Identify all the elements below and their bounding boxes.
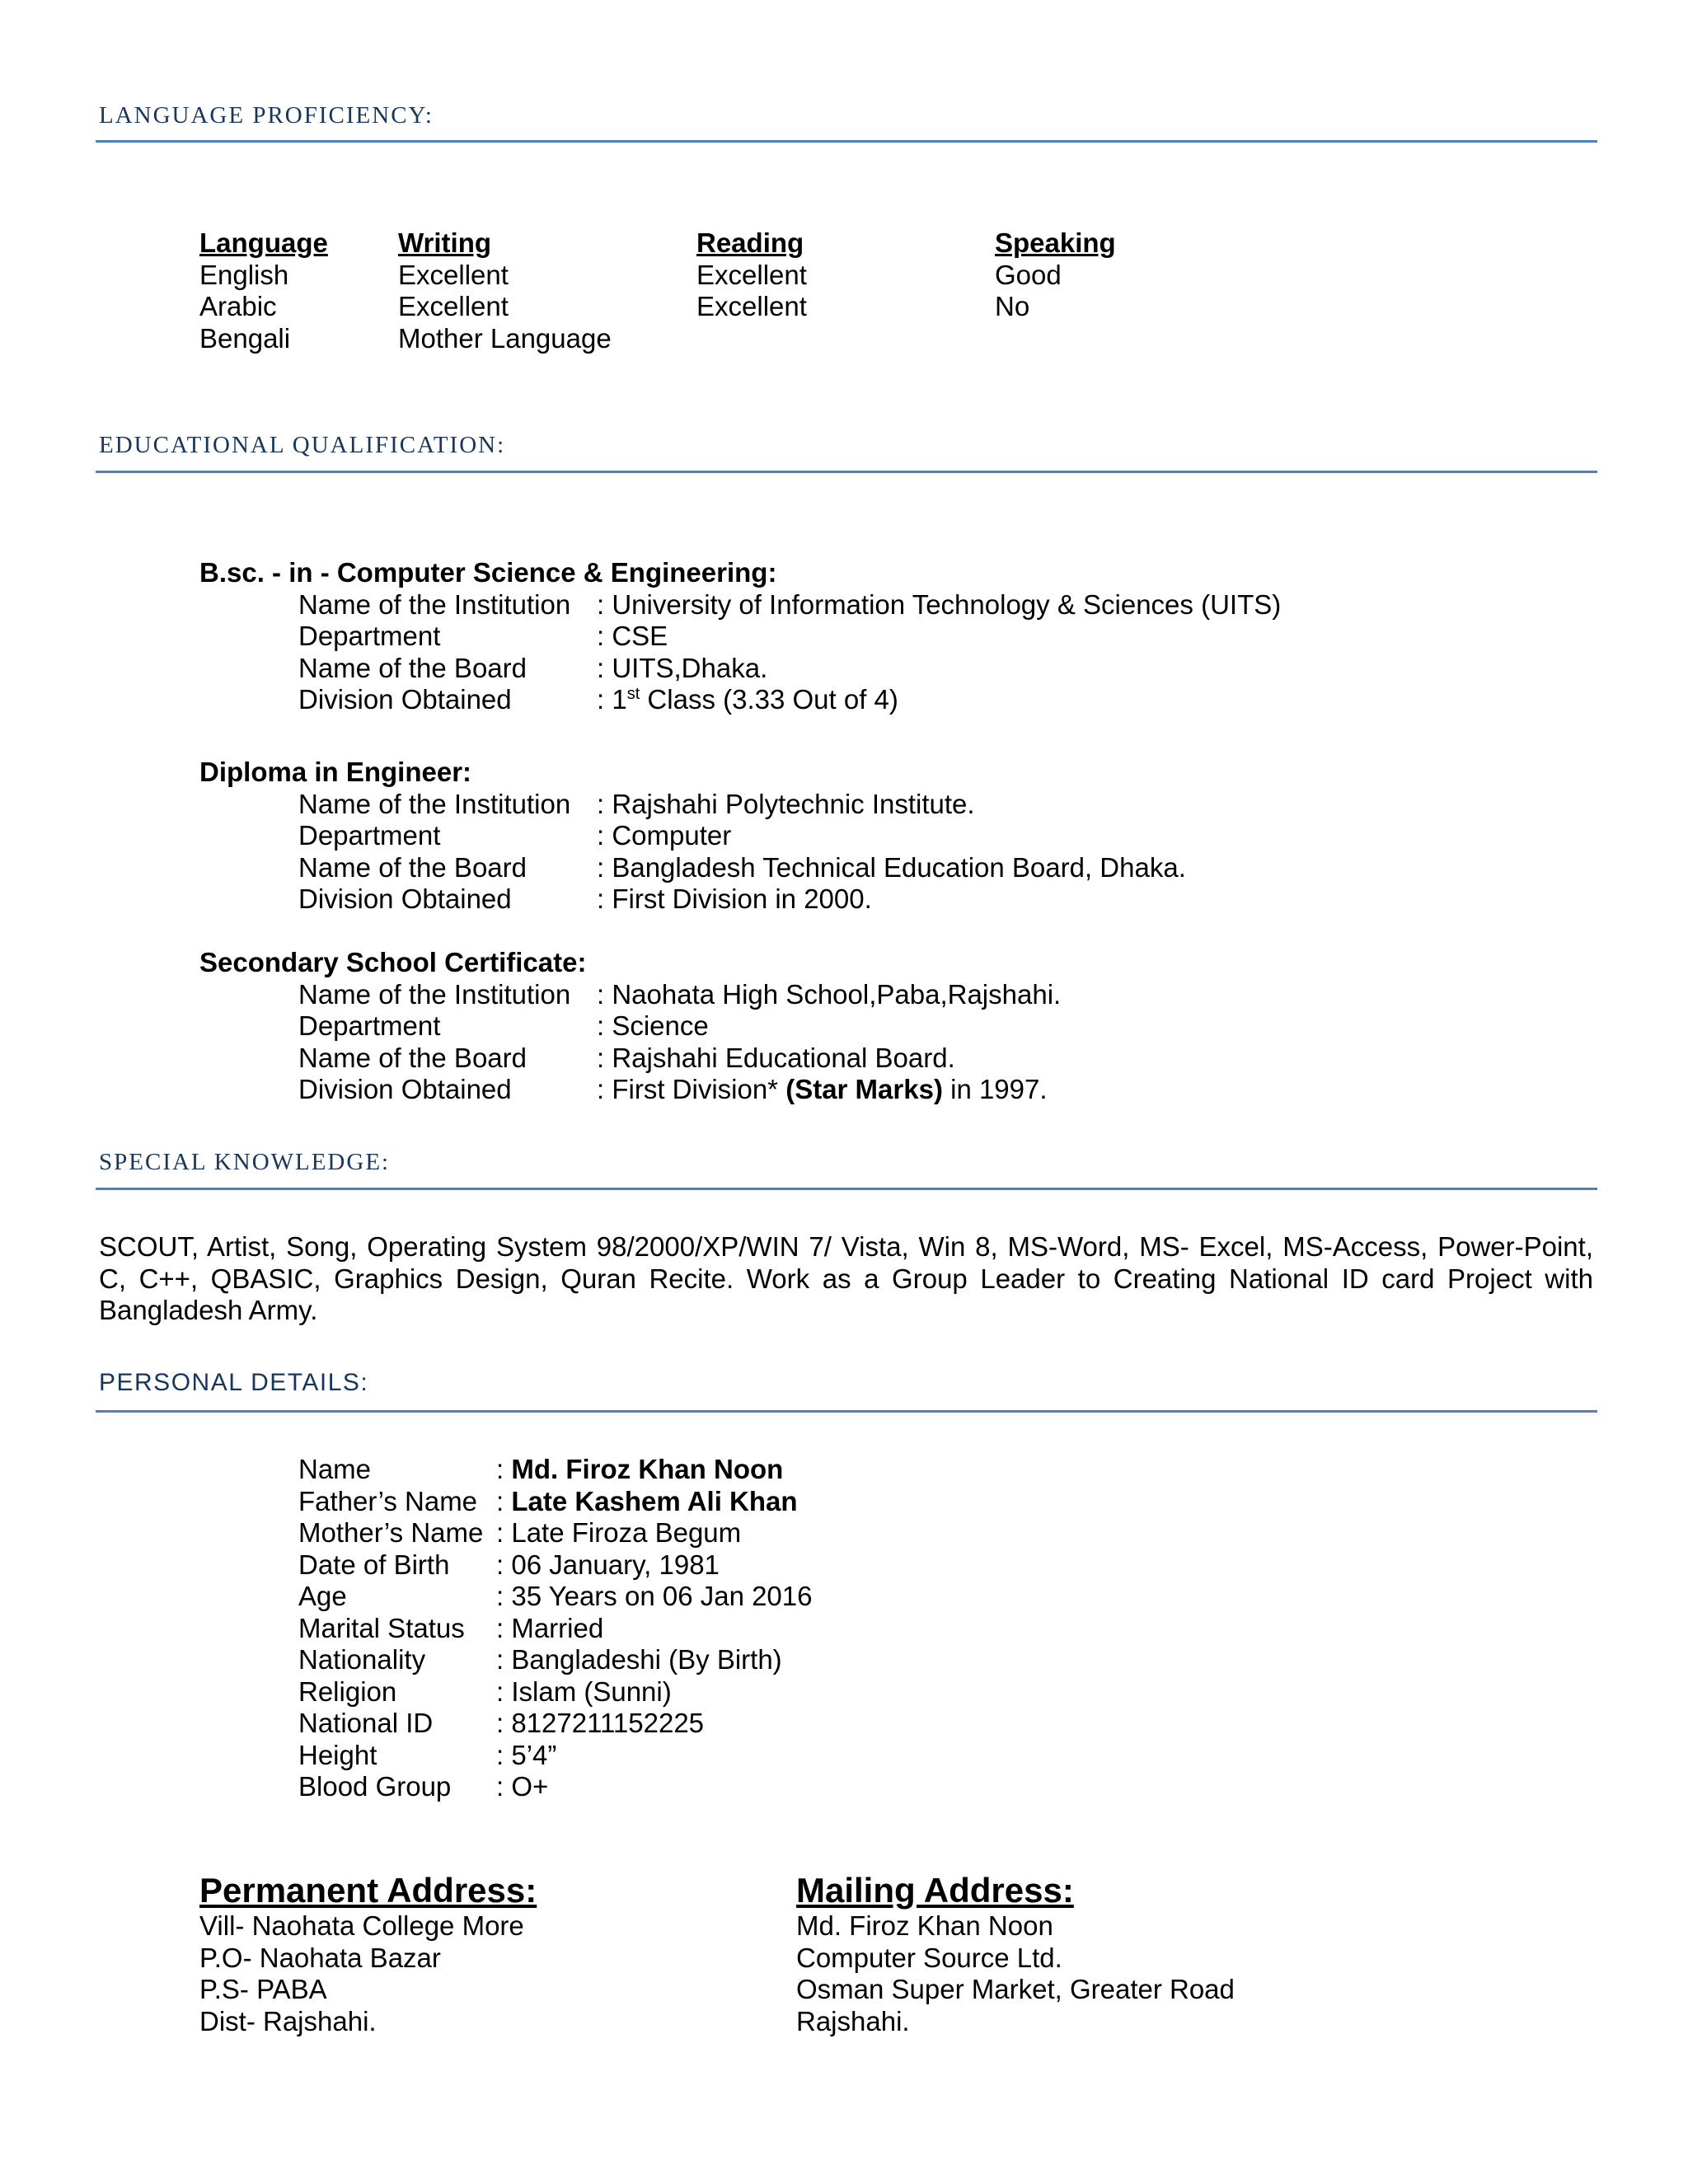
field-label: Division Obtained (298, 684, 512, 715)
personal-label: Religion (298, 1675, 397, 1707)
language-column (199, 227, 328, 354)
field-value: : Bangladesh Technical Education Board, Dhaka. (597, 851, 1186, 883)
writing-cell: Excellent (398, 259, 509, 290)
reading-column (696, 227, 807, 323)
degree-bsc (199, 557, 1281, 716)
personal-label: Mother’s Name (298, 1517, 484, 1548)
education-heading: EDUCATIONAL QUALIFICATION: (99, 432, 506, 458)
field-value: : Rajshahi Educational Board. (597, 1042, 955, 1073)
field-label: Division Obtained (298, 1074, 512, 1104)
field-label: Name of the Board (298, 1042, 527, 1073)
personal-label: Marital Status (298, 1612, 465, 1643)
division-superscript: st (626, 685, 640, 703)
field-label: Name of the Board (298, 851, 527, 883)
field-label: Department (298, 621, 441, 651)
language-cell: Bengali (199, 322, 291, 354)
personal-value: : Bangladeshi (By Birth) (496, 1644, 782, 1675)
division-suffix: Class (3.33 Out of 4) (640, 684, 898, 715)
field-label: Department (298, 1010, 441, 1041)
mailing-address-title: Mailing Address: (796, 1871, 1074, 1910)
personal-label: Nationality (298, 1644, 426, 1675)
address-line: P.O- Naohata Bazar (199, 1942, 441, 1973)
personal-value: : 35 Years on 06 Jan 2016 (496, 1581, 813, 1611)
field-label: Name of the Institution (298, 588, 571, 620)
reading-cell: Excellent (696, 291, 807, 321)
division-prefix: : First Division* (597, 1074, 786, 1104)
value-colon: : (496, 1454, 512, 1484)
field-label: Department (298, 820, 441, 851)
value-colon: : (496, 1485, 512, 1516)
field-value: : Rajshahi Polytechnic Institute. (597, 788, 975, 819)
full-name: Md. Firoz Khan Noon (511, 1454, 784, 1484)
language-rule (96, 140, 1597, 143)
mailing-address (796, 1871, 1235, 2037)
personal-value: : Late Firoza Begum (496, 1517, 742, 1548)
personal-label: Height (298, 1739, 377, 1770)
personal-value: : Islam (Sunni) (496, 1675, 672, 1707)
field-value: : Science (597, 1010, 709, 1041)
special-heading: SPECIAL KNOWLEDGE: (99, 1149, 391, 1175)
degree-ssc (199, 947, 1061, 1106)
division-bold: (Star Marks) (785, 1074, 943, 1104)
address-line: Vill- Naohata College More (199, 1910, 524, 1941)
personal-labels (298, 1454, 483, 1803)
field-value: : Naohata High School,Paba,Rajshahi. (597, 978, 1062, 1010)
personal-heading: PERSONAL DETAILS: (99, 1369, 369, 1396)
field-value (597, 684, 898, 716)
personal-label: Age (298, 1581, 347, 1611)
personal-value (496, 1454, 813, 1486)
personal-value: : 5’4” (496, 1739, 557, 1770)
field-value: : CSE (597, 621, 668, 651)
address-line: Rajshahi. (796, 2005, 910, 2036)
speaking-cell: No (995, 291, 1030, 321)
writing-cell: Excellent (398, 291, 509, 321)
reading-cell: Excellent (696, 259, 807, 290)
field-value: : Computer (597, 820, 732, 851)
language-header: Language (199, 227, 328, 258)
personal-value: : Married (496, 1612, 604, 1643)
permanent-address-title: Permanent Address: (199, 1871, 537, 1910)
division-prefix: : 1 (597, 684, 627, 715)
personal-value: : 8127211152225 (496, 1708, 705, 1738)
personal-value (496, 1486, 813, 1518)
personal-label: Blood Group (298, 1771, 452, 1802)
address-line: P.S- PABA (199, 1974, 327, 2004)
field-value (597, 1074, 1048, 1106)
degree-title: Diploma in Engineer: (199, 757, 472, 787)
address-line: Computer Source Ltd. (796, 1942, 1062, 1973)
father-name: Late Kashem Ali Khan (511, 1485, 798, 1516)
speaking-cell: Good (995, 259, 1062, 290)
special-rule (96, 1188, 1597, 1190)
degree-diploma (199, 757, 1186, 916)
speaking-header: Speaking (995, 227, 1116, 258)
division-suffix: in 1997. (942, 1074, 1048, 1104)
reading-header: Reading (696, 227, 804, 258)
field-label: Name of the Board (298, 652, 527, 683)
degree-title: B.sc. - in - Computer Science & Engineering: (199, 557, 777, 588)
field-label: Name of the Institution (298, 788, 571, 819)
field-label: Name of the Institution (298, 978, 571, 1010)
writing-cell: Mother Language (398, 322, 612, 354)
field-value: : University of Information Technology & Sciences (UITS) (597, 588, 1282, 620)
personal-label: National ID (298, 1708, 434, 1738)
special-paragraph: SCOUT, Artist, Song, Operating System 98/2000/XP/WIN 7/ Vista, Win 8, MS-Word, MS- Excel, MS-Access, Power-Point, C, C++, QBASIC, Graphics Design, Quran Recite. Work as a Group Leader to Creating National ID card Project with Bangladesh Army. (99, 1231, 1593, 1325)
personal-label: Name (298, 1454, 372, 1484)
field-value: : First Division in 2000. (597, 883, 872, 914)
speaking-column (995, 227, 1116, 323)
personal-value: : 06 January, 1981 (496, 1549, 720, 1580)
address-line: Dist- Rajshahi. (199, 2005, 377, 2036)
permanent-address (199, 1871, 537, 2037)
language-cell: English (199, 259, 289, 290)
personal-values (496, 1454, 813, 1803)
personal-label: Father’s Name (298, 1485, 478, 1516)
language-heading: LANGUAGE PROFICIENCY: (99, 102, 434, 129)
language-cell: Arabic (199, 291, 277, 321)
field-label: Division Obtained (298, 883, 512, 914)
address-line: Md. Firoz Khan Noon (796, 1910, 1053, 1941)
personal-label: Date of Birth (298, 1549, 450, 1580)
education-rule (96, 471, 1597, 473)
personal-value: : O+ (496, 1771, 549, 1802)
degree-title: Secondary School Certificate: (199, 947, 587, 977)
writing-header: Writing (398, 227, 492, 258)
address-line: Osman Super Market, Greater Road (796, 1974, 1235, 2004)
writing-column (398, 227, 612, 354)
field-value: : UITS,Dhaka. (597, 652, 768, 683)
personal-rule (96, 1410, 1597, 1413)
